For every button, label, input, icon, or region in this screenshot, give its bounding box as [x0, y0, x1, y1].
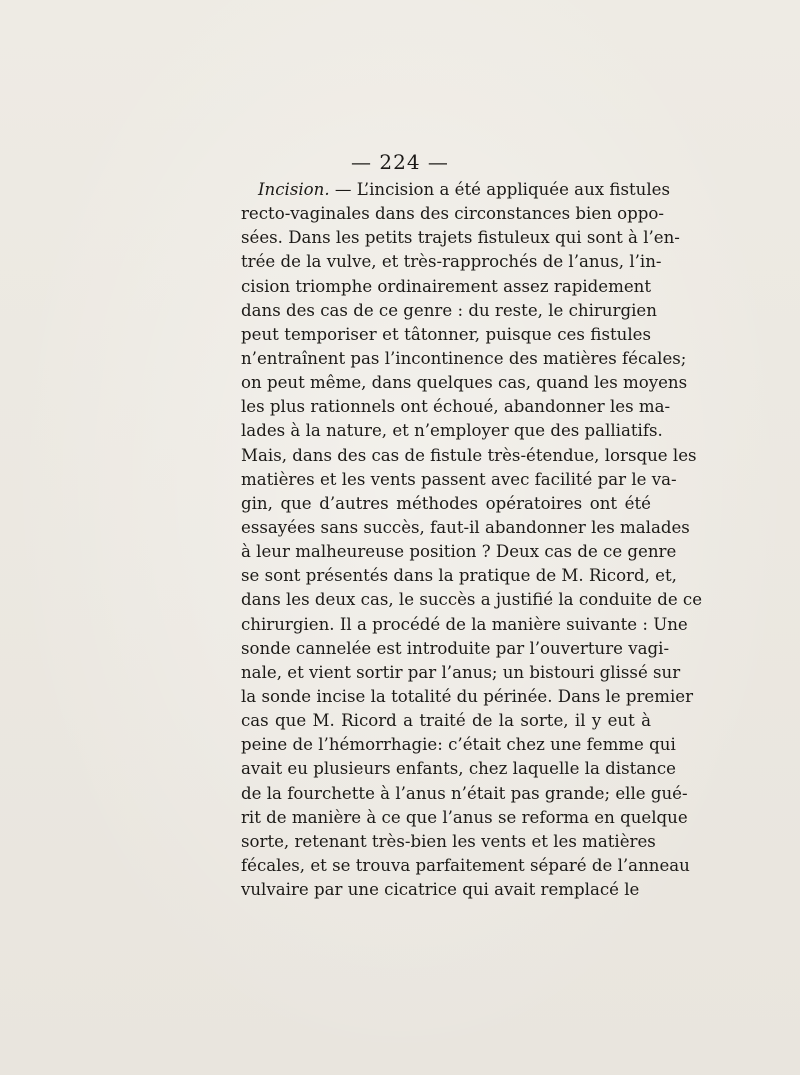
paragraph-first-line [241, 178, 670, 202]
text-line: de la fourchette à l’anus n’était pas grande; elle gué- [241, 783, 688, 803]
text-line: sonde cannelée est introduite par l’ouverture vagi- [241, 638, 670, 658]
text-line: les plus rationnels ont échoué, abandonner les ma- [241, 397, 671, 417]
first-line-text: — L’incision a été appliquée aux fistules [329, 180, 670, 199]
text-line: Mais, dans des cas de fistule très-étendue, lorsque les [241, 445, 697, 465]
text-line: sorte, retenant très-bien les vents et les matières [241, 831, 656, 851]
text-line: on peut même, dans quelques cas, quand les moyens [241, 373, 688, 393]
text-line: la sonde incise la totalité du périnée. Dans le premier [241, 686, 694, 706]
text-line: recto-vaginales dans des circonstances bien oppo- [241, 204, 664, 224]
text-line: chirurgien. Il a procédé de la manière suivante : Une [241, 614, 688, 634]
text-line: essayées sans succès, faut-il abandonner les malades [241, 517, 690, 537]
text-line: dans des cas de ce genre : du reste, le chirurgien [241, 300, 657, 320]
text-line: à leur malheureuse position ? Deux cas de ce genre [241, 542, 677, 562]
text-line: peine de l’hémorrhagie: c’était chez une femme qui [241, 735, 676, 755]
text-line: fécales, et se trouva parfaitement séparé de l’anneau [241, 855, 690, 875]
text-line: gin, que d’autres méthodes opératoires ont été [241, 493, 651, 513]
body-paragraph [241, 178, 703, 902]
page-number: — 224 — [351, 150, 449, 174]
text-line: avait eu plusieurs enfants, chez laquelle la distance [241, 759, 676, 779]
text-line: lades à la nature, et n’employer que des palliatifs. [241, 421, 663, 441]
section-lead-word: Incision. [258, 180, 330, 199]
text-line: dans les deux cas, le succès a justifié la conduite de ce [241, 590, 703, 610]
text-line: sées. Dans les petits trajets fistuleux qui sont à l’en- [241, 228, 680, 248]
text-line: nale, et vient sortir par l’anus; un bistouri glissé sur [241, 662, 681, 682]
text-line: n’entraînent pas l’incontinence des matières fécales; [241, 348, 687, 368]
text-line: matières et les vents passent avec facilité par le va- [241, 469, 677, 489]
text-line: cas que M. Ricord a traité de la sorte, il y eut à [241, 711, 651, 731]
text-line: cision triomphe ordinairement assez rapidement [241, 276, 651, 296]
text-line: rit de manière à ce que l’anus se reforma en quelque [241, 807, 688, 827]
text-line: se sont présentés dans la pratique de M. Ricord, et, [241, 566, 677, 586]
text-line: vulvaire par une cicatrice qui avait remplacé le [241, 880, 640, 900]
text-line: peut temporiser et tâtonner, puisque ces fistules [241, 324, 651, 344]
text-line: trée de la vulve, et très-rapprochés de l’anus, l’in- [241, 252, 662, 272]
